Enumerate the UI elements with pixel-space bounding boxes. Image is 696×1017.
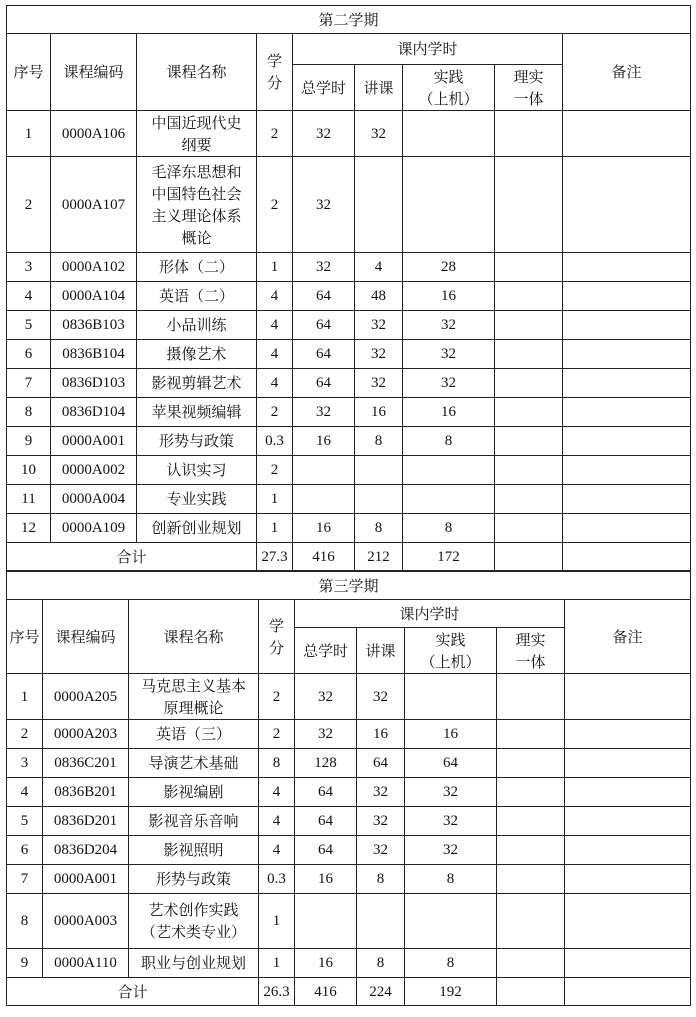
cell-total-hours: 64 [295,836,357,865]
cell-seq: 11 [7,485,51,514]
cell-integrated [495,427,563,456]
total-credit: 27.3 [257,543,293,571]
cell-code: 0000A104 [51,282,137,311]
header-lecture: 讲课 [355,65,403,111]
total-credit: 26.3 [259,978,295,1006]
cell-practice: 8 [405,865,497,894]
cell-integrated [495,369,563,398]
cell-credit: 4 [257,311,293,340]
cell-integrated [497,949,565,978]
cell-integrated [495,456,563,485]
cell-code: 0836B103 [51,311,137,340]
cell-seq: 2 [7,720,43,749]
cell-total-hours: 64 [293,282,355,311]
cell-total-hours: 64 [293,311,355,340]
cell-lecture: 8 [355,427,403,456]
cell-credit: 2 [257,398,293,427]
cell-code: 0836D104 [51,398,137,427]
cell-integrated [495,157,563,253]
cell-remarks [565,778,691,807]
cell-lecture: 32 [357,778,405,807]
cell-course-name: 英语（三） [129,720,259,749]
cell-credit: 0.3 [259,865,295,894]
table-row [7,674,691,720]
cell-lecture: 8 [357,865,405,894]
cell-remarks [565,894,691,949]
cell-code: 0000A109 [51,514,137,543]
cell-total-hours: 32 [295,674,357,720]
table-row [7,311,691,340]
header-hours-group: 课内学时 [293,34,563,65]
cell-lecture: 32 [357,836,405,865]
cell-lecture: 4 [355,253,403,282]
cell-integrated [495,253,563,282]
cell-total-hours: 16 [295,865,357,894]
cell-code: 0000A001 [51,427,137,456]
cell-course-name: 英语（二） [137,282,257,311]
cell-credit: 1 [257,514,293,543]
table-row [7,894,691,949]
cell-integrated [495,514,563,543]
cell-total-hours: 16 [295,949,357,978]
cell-lecture: 48 [355,282,403,311]
cell-code: 0000A001 [43,865,129,894]
cell-course-name: 认识实习 [137,456,257,485]
header-code: 课程编码 [43,600,129,674]
cell-seq: 8 [7,894,43,949]
cell-lecture: 32 [355,111,403,157]
table-row [7,282,691,311]
cell-practice: 8 [403,427,495,456]
cell-practice [403,456,495,485]
cell-seq: 8 [7,398,51,427]
header-integrated: 理实 一体 [495,65,563,111]
cell-course-name: 苹果视频编辑 [137,398,257,427]
cell-remarks [565,949,691,978]
cell-credit: 4 [259,836,295,865]
cell-lecture: 16 [355,398,403,427]
cell-lecture: 32 [357,807,405,836]
cell-integrated [495,398,563,427]
cell-credit: 2 [257,157,293,253]
table-row [7,111,691,157]
cell-remarks [565,807,691,836]
table-row [7,485,691,514]
cell-practice [405,674,497,720]
cell-lecture [357,894,405,949]
cell-remarks [563,485,691,514]
header-row [7,600,691,628]
cell-credit: 1 [259,949,295,978]
header-total-hours: 总学时 [293,65,355,111]
table-row [7,720,691,749]
cell-course-name: 职业与创业规划 [129,949,259,978]
cell-seq: 2 [7,157,51,253]
cell-credit: 8 [259,749,295,778]
cell-remarks [565,836,691,865]
cell-remarks [563,253,691,282]
cell-integrated [495,485,563,514]
semester-title: 第三学期 [7,572,691,600]
cell-integrated [497,865,565,894]
cell-code: 0000A205 [43,674,129,720]
cell-integrated [495,311,563,340]
cell-credit: 1 [257,485,293,514]
cell-course-name: 小品训练 [137,311,257,340]
cell-course-name: 创新创业规划 [137,514,257,543]
cell-practice: 32 [403,340,495,369]
cell-code: 0000A110 [43,949,129,978]
cell-credit: 2 [257,111,293,157]
total-remarks [563,543,691,571]
cell-remarks [565,674,691,720]
cell-seq: 4 [7,282,51,311]
table-row [7,807,691,836]
cell-code: 0836B201 [43,778,129,807]
cell-seq: 3 [7,749,43,778]
cell-course-name: 影视编剧 [129,778,259,807]
cell-code: 0000A107 [51,157,137,253]
table-row [7,456,691,485]
cell-course-name: 毛泽东思想和 中国特色社会 主义理论体系 概论 [137,157,257,253]
cell-code: 0000A106 [51,111,137,157]
cell-integrated [497,836,565,865]
cell-total-hours: 32 [293,253,355,282]
total-label: 合计 [7,543,257,571]
total-practice: 172 [403,543,495,571]
cell-lecture: 64 [357,749,405,778]
cell-credit: 0.3 [257,427,293,456]
cell-integrated [497,720,565,749]
header-credit: 学 分 [259,600,295,674]
table-row [7,398,691,427]
cell-lecture [355,485,403,514]
table-row [7,836,691,865]
cell-course-name: 影视照明 [129,836,259,865]
cell-integrated [497,807,565,836]
table-row [7,369,691,398]
cell-lecture [355,157,403,253]
cell-practice [403,485,495,514]
semester-title-row [7,6,691,34]
cell-integrated [497,778,565,807]
cell-course-name: 摄像艺术 [137,340,257,369]
cell-integrated [495,111,563,157]
cell-code: 0000A004 [51,485,137,514]
cell-course-name: 形势与政策 [129,865,259,894]
semester-title-row [7,572,691,600]
cell-integrated [497,749,565,778]
header-name: 课程名称 [137,34,257,111]
cell-credit: 2 [259,674,295,720]
cell-remarks [563,369,691,398]
cell-practice: 8 [405,949,497,978]
cell-total-hours: 16 [293,427,355,456]
header-integrated: 理实 一体 [497,628,565,674]
cell-seq: 5 [7,311,51,340]
cell-practice: 32 [403,311,495,340]
cell-practice: 32 [405,836,497,865]
total-practice: 192 [405,978,497,1006]
cell-remarks [563,282,691,311]
cell-code: 0000A003 [43,894,129,949]
cell-seq: 9 [7,427,51,456]
header-code: 课程编码 [51,34,137,111]
cell-seq: 7 [7,369,51,398]
cell-code: 0000A203 [43,720,129,749]
header-seq: 序号 [7,600,43,674]
cell-seq: 3 [7,253,51,282]
cell-course-name: 形体（二） [137,253,257,282]
cell-lecture: 32 [357,674,405,720]
cell-code: 0836C201 [43,749,129,778]
cell-total-hours: 16 [293,514,355,543]
table-row [7,949,691,978]
table-row [7,514,691,543]
cell-total-hours [293,456,355,485]
cell-total-hours: 128 [295,749,357,778]
cell-credit: 2 [257,456,293,485]
semester-title: 第二学期 [7,6,691,34]
cell-lecture [355,456,403,485]
cell-lecture: 32 [355,311,403,340]
header-row [7,34,691,65]
header-lecture: 讲课 [357,628,405,674]
cell-total-hours: 64 [295,778,357,807]
cell-seq: 6 [7,340,51,369]
cell-total-hours [293,485,355,514]
cell-course-name: 形势与政策 [137,427,257,456]
cell-practice: 32 [405,778,497,807]
cell-seq: 1 [7,674,43,720]
cell-practice: 16 [405,720,497,749]
cell-total-hours: 32 [295,720,357,749]
header-practice: 实践 （上机） [405,628,497,674]
header-remarks: 备注 [565,600,691,674]
table-row [7,253,691,282]
cell-credit: 4 [257,340,293,369]
cell-credit: 4 [259,778,295,807]
total-row [7,978,691,1006]
cell-seq: 12 [7,514,51,543]
cell-remarks [565,865,691,894]
cell-course-name: 艺术创作实践 （艺术类专业） [129,894,259,949]
cell-code: 0836B104 [51,340,137,369]
cell-credit: 1 [259,894,295,949]
cell-lecture: 8 [355,514,403,543]
cell-course-name: 中国近现代史 纲要 [137,111,257,157]
cell-seq: 1 [7,111,51,157]
cell-course-name: 专业实践 [137,485,257,514]
cell-credit: 4 [257,369,293,398]
header-hours-group: 课内学时 [295,600,565,628]
cell-course-name: 影视剪辑艺术 [137,369,257,398]
cell-total-hours: 32 [293,398,355,427]
header-seq: 序号 [7,34,51,111]
total-row [7,543,691,571]
cell-course-name: 导演艺术基础 [129,749,259,778]
cell-total-hours: 32 [293,157,355,253]
cell-credit: 1 [257,253,293,282]
cell-integrated [497,674,565,720]
cell-lecture: 32 [355,369,403,398]
cell-course-name: 马克思主义基本 原理概论 [129,674,259,720]
cell-remarks [563,514,691,543]
cell-practice: 16 [403,282,495,311]
table-row [7,157,691,253]
cell-remarks [565,749,691,778]
header-name: 课程名称 [129,600,259,674]
cell-code: 0836D201 [43,807,129,836]
header-credit: 学 分 [257,34,293,111]
cell-course-name: 影视音乐音响 [129,807,259,836]
cell-remarks [563,427,691,456]
table-row [7,865,691,894]
cell-total-hours: 64 [293,340,355,369]
cell-total-hours [295,894,357,949]
semester-3-table [6,571,691,1006]
cell-code: 0836D204 [43,836,129,865]
cell-lecture: 32 [355,340,403,369]
curriculum-sheet [6,5,690,1006]
cell-remarks [563,456,691,485]
total-hours: 416 [293,543,355,571]
cell-practice [405,894,497,949]
total-hours: 416 [295,978,357,1006]
cell-seq: 5 [7,807,43,836]
table-row [7,749,691,778]
cell-code: 0000A002 [51,456,137,485]
semester-2-table [6,5,691,571]
cell-practice [403,111,495,157]
cell-lecture: 16 [357,720,405,749]
total-lecture: 224 [357,978,405,1006]
cell-practice: 32 [405,807,497,836]
total-lecture: 212 [355,543,403,571]
cell-remarks [563,311,691,340]
cell-remarks [563,340,691,369]
total-integrated [497,978,565,1006]
cell-total-hours: 32 [293,111,355,157]
cell-lecture: 8 [357,949,405,978]
cell-credit: 4 [259,807,295,836]
cell-practice [403,157,495,253]
cell-integrated [497,894,565,949]
cell-seq: 4 [7,778,43,807]
cell-code: 0836D103 [51,369,137,398]
total-integrated [495,543,563,571]
cell-practice: 64 [405,749,497,778]
cell-remarks [563,398,691,427]
cell-seq: 6 [7,836,43,865]
total-remarks [565,978,691,1006]
cell-remarks [563,157,691,253]
table-row [7,778,691,807]
cell-code: 0000A102 [51,253,137,282]
cell-remarks [565,720,691,749]
cell-integrated [495,282,563,311]
cell-credit: 2 [259,720,295,749]
total-label: 合计 [7,978,259,1006]
cell-practice: 8 [403,514,495,543]
table-row [7,340,691,369]
cell-credit: 4 [257,282,293,311]
cell-remarks [563,111,691,157]
table-row [7,427,691,456]
cell-practice: 32 [403,369,495,398]
cell-total-hours: 64 [293,369,355,398]
header-total-hours: 总学时 [295,628,357,674]
cell-seq: 10 [7,456,51,485]
cell-practice: 16 [403,398,495,427]
cell-total-hours: 64 [295,807,357,836]
cell-practice: 28 [403,253,495,282]
cell-seq: 9 [7,949,43,978]
cell-integrated [495,340,563,369]
header-practice: 实践 （上机） [403,65,495,111]
header-remarks: 备注 [563,34,691,111]
cell-seq: 7 [7,865,43,894]
